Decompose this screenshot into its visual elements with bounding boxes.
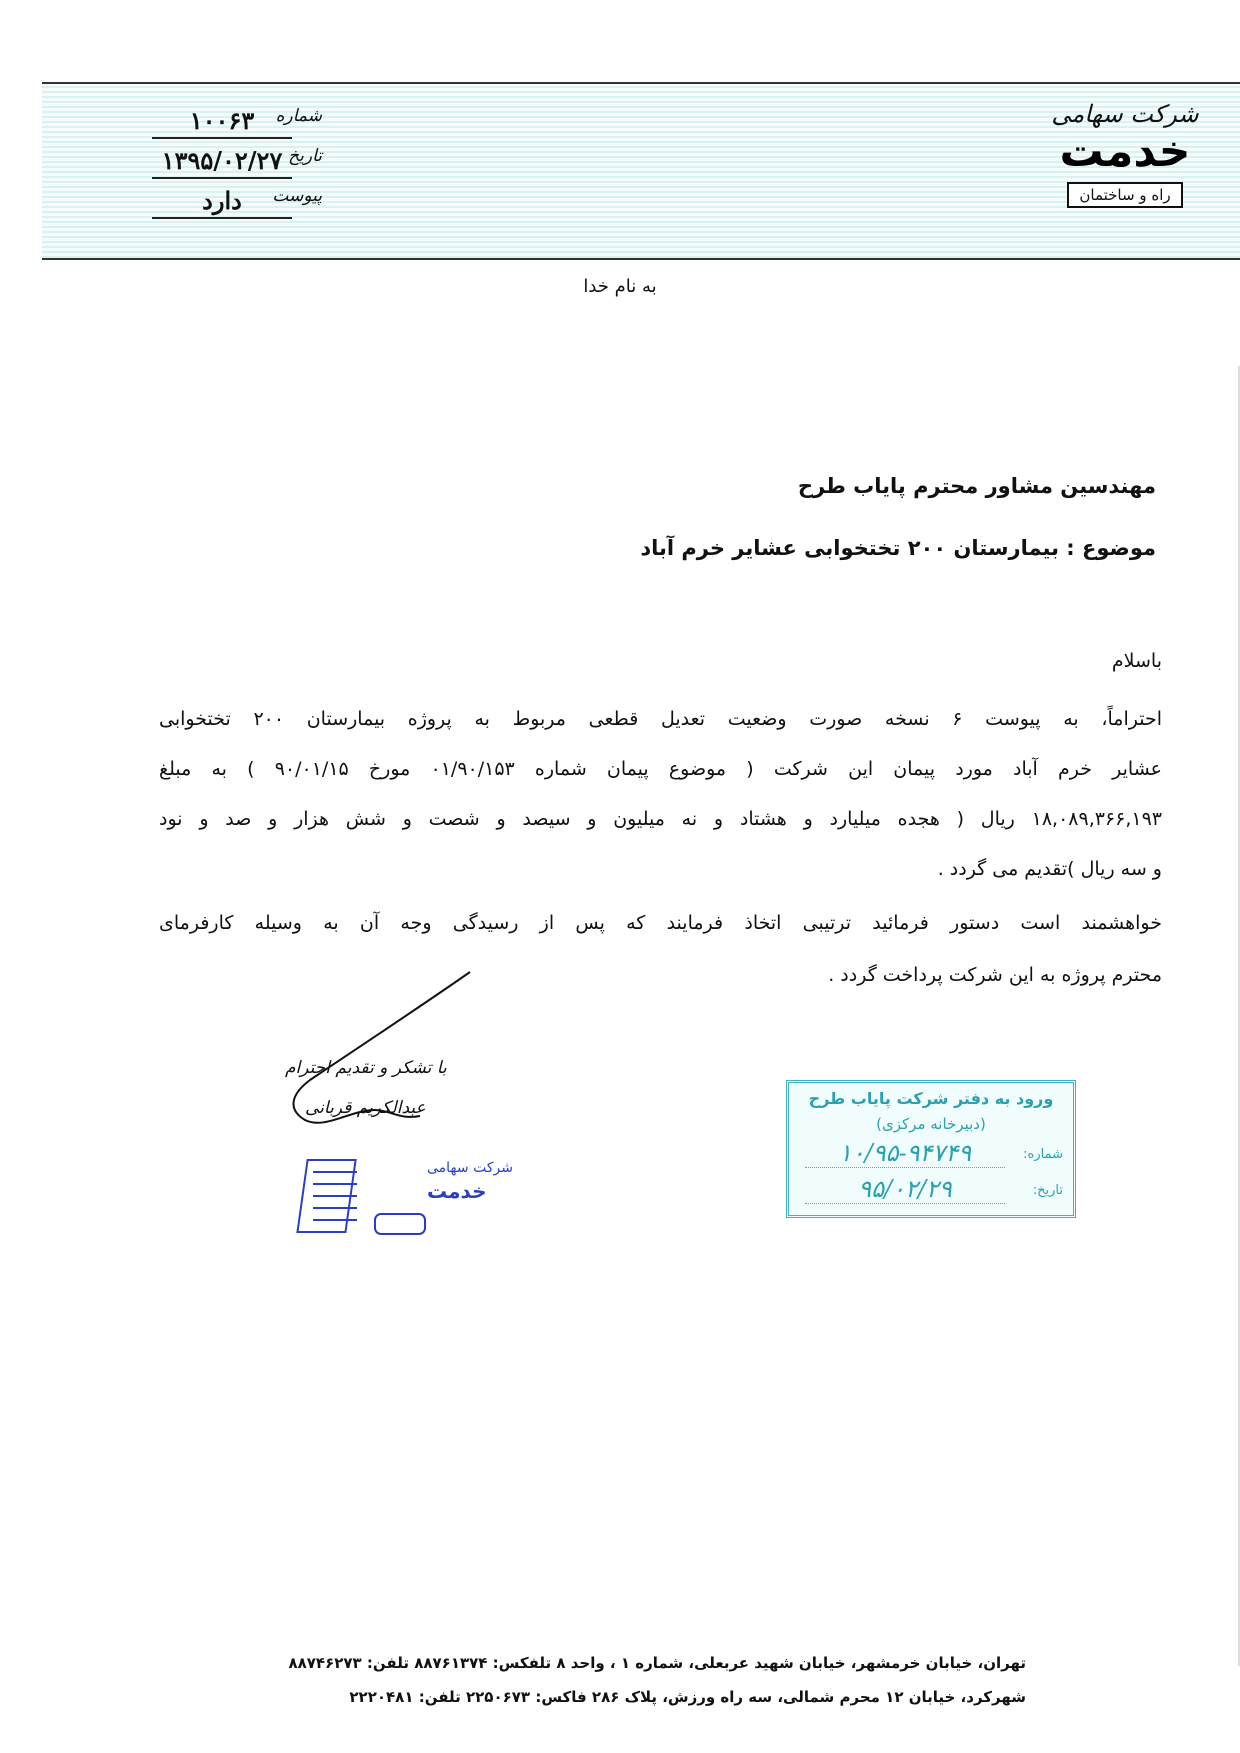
stamp-number-label: شماره: — [1023, 1147, 1063, 1162]
subject-line: موضوع : بیمارستان ۲۰۰ تختخوابی عشایر خرم آباد — [640, 536, 1156, 560]
attachment-label: پیوست — [272, 186, 322, 206]
seal-text-top: شرکت سهامی — [427, 1160, 513, 1176]
letter-date-value: ۱۳۹۵/۰۲/۲۷ — [152, 146, 292, 179]
body-line: احتراماً، به پیوست ۶ نسخه صورت وضعیت تعدیل قطعی مربوط به پروژه بیمارستان ۲۰۰ تختخوابی — [159, 708, 1162, 730]
stamp-date-label: تاریخ: — [1032, 1183, 1063, 1198]
letter-number-label: شماره — [275, 106, 322, 126]
attachment-field — [142, 186, 322, 220]
closing-text: با تشکر و تقدیم احترام — [285, 1058, 447, 1078]
footer-address-shahrekord: شهرکرد، خیابان ۱۲ محرم شمالی، سه راه ورزش، پلاک ۲۸۶ فاکس: ۲۲۵۰۶۷۳ تلفن: ۲۲۲۰۴۸۱ — [349, 1688, 1026, 1706]
stamp-subtitle: (دبیرخانه مرکزی) — [876, 1115, 986, 1133]
stamp-number-row — [799, 1139, 1063, 1173]
letter-number-value: ۱۰۰۶۳ — [152, 106, 292, 139]
body-line: عشایر خرم آباد مورد پیمان این شرکت ( موضوع پیمان شماره ۰۱/۹۰/۱۵۳ مورخ ۹۰/۰۱/۱۵ ) به مبلغ — [159, 758, 1162, 780]
seal-text-brand: خدمت — [427, 1179, 487, 1203]
stamp-number-value: ۱۰/۹۵-۹۴۷۴۹ — [805, 1139, 1005, 1168]
body-line: ۱۸,۰۸۹,۳۶۶,۱۹۳ ریال ( هجده میلیارد و هشتاد و نه میلیون و سیصد و شصت و شش هزار و صد و نود — [159, 808, 1162, 830]
letter-date-label: تاریخ — [288, 146, 322, 166]
stamp-date-row — [799, 1175, 1063, 1209]
letterhead-band — [42, 82, 1240, 260]
stamp-title: ورود به دفتر شرکت پایاب طرح — [808, 1089, 1054, 1108]
company-name: خدمت — [1059, 126, 1191, 177]
footer-address-tehran: تهران، خیابان خرمشهر، خیابان شهید عربعلی، شماره ۱ ، واحد ۸ تلفکس: ۸۸۷۶۱۳۷۴ تلفن: ۸۸۷۴۶۲۷۳ — [288, 1654, 1026, 1672]
basmala: به نام خدا — [583, 276, 657, 297]
body-line: محترم پروژه به این شرکت پرداخت گردد . — [828, 964, 1162, 986]
letter-number-field — [142, 106, 322, 140]
receipt-stamp — [786, 1080, 1076, 1218]
stamp-date-value: ۹۵/۰۲/۲۹ — [805, 1175, 1005, 1204]
letter-date-field — [142, 146, 322, 180]
body-line: خواهشمند است دستور فرمائید ترتیبی اتخاذ فرمایند که پس از رسیدگی وجه آن به وسیله کارفرمای — [159, 912, 1162, 934]
company-logo — [1050, 100, 1200, 230]
signer-name: عبدالکریم قربانی — [305, 1098, 426, 1118]
company-prefix: شرکت سهامی — [1051, 100, 1199, 128]
greeting: باسلام — [1111, 650, 1162, 672]
recipient-line: مهندسین مشاور محترم پایاب طرح — [797, 474, 1156, 498]
company-seal-stamp — [305, 1150, 513, 1245]
attachment-value: دارد — [152, 186, 292, 219]
body-line: و سه ریال )تقدیم می گردد . — [937, 858, 1162, 880]
company-tagline: راه و ساختمان — [1067, 182, 1182, 208]
